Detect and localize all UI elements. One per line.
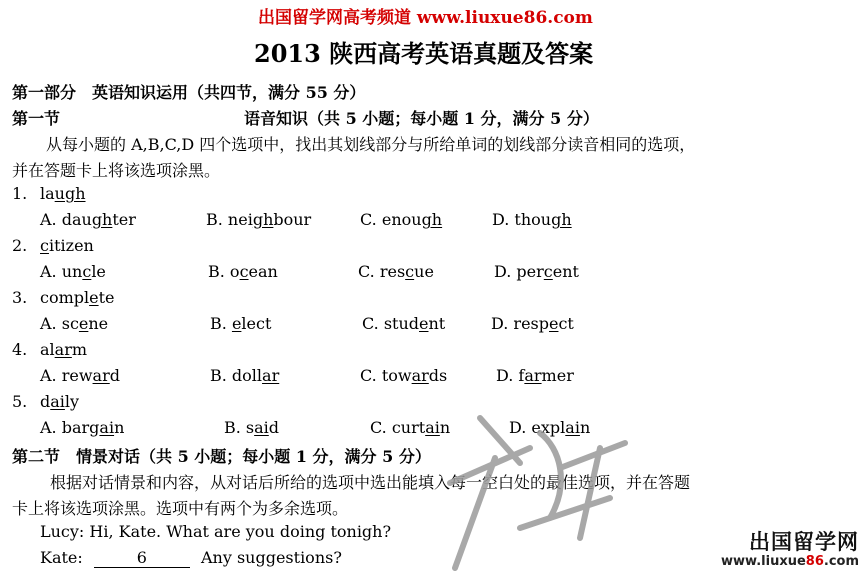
option-text-part: D. per [494, 262, 544, 281]
underlined-part: ugh [54, 184, 86, 203]
question-number: 4. [12, 340, 28, 359]
word-part: itizen [48, 236, 94, 255]
section1-heading: 语音知识（共 5 小题；每小题 1 分，满分 5 分） [244, 109, 599, 128]
logo-url: www.liuxue86.com [721, 554, 859, 569]
section1-label: 第一节 [12, 109, 61, 128]
underlined-part: ai [565, 418, 580, 437]
question-number: 3. [12, 288, 28, 307]
option-text-part: ter [112, 210, 136, 229]
option-text-part: le [91, 262, 106, 281]
answer-option [492, 210, 572, 229]
option-text-part: A. rew [40, 366, 93, 385]
option-text-part: D. expl [509, 418, 566, 437]
underlined-part: ai [425, 418, 440, 437]
answer-option [210, 314, 271, 333]
underlined-part: ar [54, 340, 72, 359]
dialog-text: Any suggestions? [200, 548, 342, 567]
underlined-part: gh [252, 210, 274, 229]
part2-heading: 第二节 情景对话（共 5 小题；每小题 1 分，满分 5 分） [12, 447, 431, 466]
underlined-part: ai [50, 392, 65, 411]
underlined-part: e [231, 314, 242, 333]
underlined-part: c [543, 262, 553, 281]
option-text-part: n [114, 418, 125, 437]
answer-option [360, 366, 447, 385]
part1-heading: 第一部分 英语知识运用（共四节，满分 55 分） [12, 83, 366, 102]
underlined-part: ai [254, 418, 269, 437]
word-part: d [40, 392, 51, 411]
answer-option [362, 314, 445, 333]
answer-option [358, 262, 434, 281]
section1-instructions-line1: 从每小题的 A,B,C,D 四个选项中，找出其划线部分与所给单词的划线部分读音相同的选项， [46, 135, 696, 154]
answer-option [360, 210, 442, 229]
part2-instructions-line2: 卡上将该选项涂黑。选项中有两个为多余选项。 [12, 499, 349, 518]
underlined-part: e [78, 314, 89, 333]
underlined-part: ar [92, 366, 110, 385]
watermark [410, 388, 650, 573]
option-text-part: d [268, 418, 280, 437]
underlined-part: gh [91, 210, 113, 229]
option-text-part: B. nei [206, 210, 253, 229]
answer-option [40, 366, 120, 385]
answer-option [40, 210, 136, 229]
option-text-part: A. dau [40, 210, 92, 229]
question-number: 1. [12, 184, 28, 203]
option-text-part: ne [88, 314, 109, 333]
option-text-part: A. sc [40, 314, 79, 333]
option-text-part: ent [552, 262, 579, 281]
answer-option [496, 366, 574, 385]
option-text-part: C. stud [362, 314, 420, 333]
word-part: la [40, 184, 55, 203]
page-title: 2013 陕西高考英语真题及答案 [254, 39, 594, 68]
option-text-part: D. f [496, 366, 525, 385]
question-number: 2. [12, 236, 28, 255]
option-text-part: lect [241, 314, 272, 333]
option-text-part: C. res [358, 262, 406, 281]
answer-option [224, 418, 279, 437]
logo-text: 出国留学网 [749, 530, 859, 554]
option-text-part: B. o [208, 262, 240, 281]
question-stem [12, 184, 86, 203]
option-text-part: D. thou [492, 210, 552, 229]
answer-option [208, 262, 278, 281]
option-text-part: ds [428, 366, 448, 385]
option-text-part: ean [248, 262, 278, 281]
word-part: compl [40, 288, 90, 307]
underlined-part: gh [551, 210, 572, 229]
question-stem [12, 288, 115, 307]
option-text-part: nt [428, 314, 446, 333]
option-text-part: B. doll [210, 366, 263, 385]
site-banner: 出国留学网高考频道 www.liuxue86.com [258, 8, 593, 28]
answer-option [494, 262, 579, 281]
question-stem [12, 392, 79, 411]
dialog-line-lucy: Lucy: Hi, Kate. What are you doing tonigh? [40, 522, 392, 541]
underlined-part: ar [262, 366, 280, 385]
option-text-part: C. curt [370, 418, 426, 437]
answer-option [40, 314, 108, 333]
underlined-part: ar [524, 366, 542, 385]
underlined-part: c [82, 262, 92, 281]
option-text-part: A. barg [40, 418, 100, 437]
site-logo [721, 526, 859, 569]
dialog-speaker: Kate: [40, 548, 83, 567]
option-text-part: mer [541, 366, 574, 385]
underlined-part: c [40, 236, 49, 255]
question-number: 5. [12, 392, 28, 411]
answer-option [40, 262, 106, 281]
underlined-part: e [419, 314, 429, 333]
option-text-part: bour [273, 210, 312, 229]
option-text-part: B. [210, 314, 232, 333]
word-part: al [40, 340, 55, 359]
option-text-part: C. tow [360, 366, 412, 385]
option-text-part: n [439, 418, 451, 437]
option-text-part: n [579, 418, 591, 437]
word-part: m [71, 340, 88, 359]
option-text-part: ue [414, 262, 434, 281]
dialog-line-kate [40, 548, 342, 568]
underlined-part: ar [411, 366, 429, 385]
underlined-part: ai [99, 418, 115, 437]
option-text-part: D. resp [491, 314, 549, 333]
option-text-part: C. enou [360, 210, 422, 229]
part2-instructions-line1: 根据对话情景和内容，从对话后所给的选项中选出能填入每一空白处的最佳选项，并在答题 [50, 473, 691, 492]
section1-instructions-line2: 并在答题卡上将该选项涂黑。 [12, 161, 221, 180]
underlined-part: e [89, 288, 99, 307]
underlined-part: c [405, 262, 415, 281]
answer-option [491, 314, 574, 333]
option-text-part: B. s [224, 418, 255, 437]
underlined-part: c [239, 262, 249, 281]
question-stem [12, 236, 94, 255]
answer-option [40, 418, 124, 437]
word-part: te [98, 288, 115, 307]
answer-option [210, 366, 279, 385]
option-text-part: A. un [40, 262, 83, 281]
answer-option [206, 210, 311, 229]
option-text-part: ct [558, 314, 574, 333]
option-text-part: d [109, 366, 120, 385]
underlined-part: e [549, 314, 559, 333]
word-part: ly [64, 392, 80, 411]
answer-blank: 6 [94, 549, 190, 568]
question-stem [12, 340, 87, 359]
underlined-part: gh [421, 210, 443, 229]
